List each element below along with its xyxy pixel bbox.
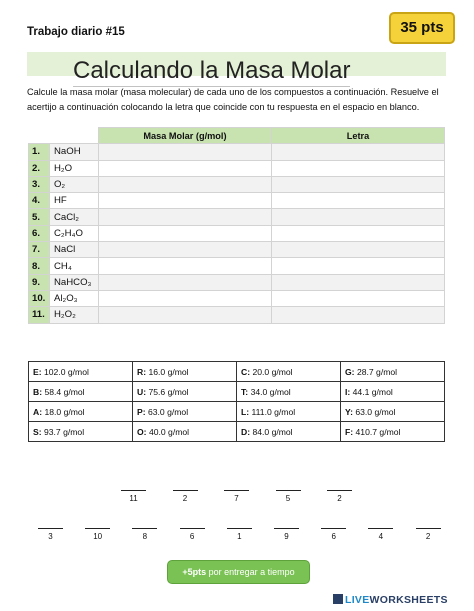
- table-row: [29, 176, 445, 192]
- letter-input[interactable]: [271, 193, 444, 209]
- molar-mass-input[interactable]: [98, 225, 271, 241]
- blank-number: 7: [234, 494, 239, 503]
- row-number: 7.: [29, 242, 50, 258]
- table-row: [29, 307, 445, 323]
- row-number: 9.: [29, 274, 50, 290]
- answer-blank[interactable]: [224, 490, 249, 503]
- key-cell: [133, 382, 237, 402]
- key-cell: [341, 422, 445, 442]
- row-number: 1.: [29, 144, 50, 160]
- blank-number: 3: [48, 532, 53, 541]
- key-value: 410.7 g/mol: [355, 426, 401, 437]
- compound-formula: HF: [49, 193, 98, 209]
- table-row: [29, 258, 445, 274]
- instructions-text: Calcule la masa molar (masa molecular) de cada uno de los compuestos a continuación. Resuelve el acertijo a continuación colocando la letra que coincide con tu respuesta en el espacio en blanco.: [27, 87, 439, 112]
- liveworksheets-logo: [333, 594, 448, 606]
- letter-input[interactable]: [271, 225, 444, 241]
- molar-mass-input[interactable]: [98, 274, 271, 290]
- key-letter: Y:: [345, 406, 353, 417]
- answer-blank[interactable]: [85, 528, 110, 541]
- key-cell: [237, 402, 341, 422]
- row-number: 2.: [29, 160, 50, 176]
- molar-mass-input[interactable]: [98, 160, 271, 176]
- key-value: 34.0 g/mol: [250, 386, 291, 397]
- compound-formula: CaCl₂: [49, 209, 98, 225]
- key-value: 102.0 g/mol: [43, 366, 89, 377]
- key-letter: P:: [137, 406, 146, 417]
- answer-blank[interactable]: [276, 490, 301, 503]
- key-letter: A:: [33, 406, 43, 417]
- table-row: [29, 144, 445, 160]
- compound-formula: NaCl: [49, 242, 98, 258]
- letter-input[interactable]: [271, 160, 444, 176]
- molar-mass-input[interactable]: [98, 209, 271, 225]
- key-cell: [133, 362, 237, 382]
- letter-input[interactable]: [271, 209, 444, 225]
- key-letter: L:: [241, 406, 250, 417]
- molar-mass-input[interactable]: [98, 176, 271, 192]
- blank-number: 2: [425, 532, 431, 541]
- compound-formula: Al₂O₃: [49, 290, 98, 306]
- key-letter: T:: [241, 386, 249, 397]
- key-letter: G:: [345, 366, 355, 377]
- key-letter: E:: [33, 366, 42, 377]
- table-header-row: [29, 128, 445, 144]
- key-cell: [29, 402, 133, 422]
- row-number: 3.: [29, 176, 50, 192]
- bonus-text: por entregar a tiempo: [206, 567, 295, 577]
- row-number: 6.: [29, 225, 50, 241]
- key-value: 93.7 g/mol: [43, 426, 85, 437]
- table-row: [29, 225, 445, 241]
- answer-blank[interactable]: [173, 490, 198, 503]
- key-letter: U:: [137, 386, 147, 397]
- key-value: 40.0 g/mol: [148, 426, 190, 437]
- key-letter: R:: [137, 366, 147, 377]
- header-letter: Letra: [271, 128, 444, 144]
- answer-blank[interactable]: [321, 528, 346, 541]
- answer-blank[interactable]: [327, 490, 352, 503]
- key-cell: [341, 402, 445, 422]
- molar-mass-input[interactable]: [98, 242, 271, 258]
- key-cell: [29, 422, 133, 442]
- answer-blank[interactable]: [180, 528, 205, 541]
- molar-mass-input[interactable]: [98, 307, 271, 323]
- blank-number: 2: [182, 494, 188, 503]
- key-value: 44.1 g/mol: [352, 386, 393, 397]
- molar-mass-input[interactable]: [98, 290, 271, 306]
- table-row: [29, 160, 445, 176]
- key-letter: C:: [241, 366, 251, 377]
- letter-input[interactable]: [271, 290, 444, 306]
- key-cell: [29, 382, 133, 402]
- bonus-points: +5pts: [182, 567, 207, 577]
- table-row: [29, 274, 445, 290]
- key-value: 18.0 g/mol: [44, 406, 85, 417]
- molar-mass-input[interactable]: [98, 258, 271, 274]
- key-row: [29, 422, 445, 442]
- key-letter: B:: [33, 386, 43, 397]
- key-value: 58.4 g/mol: [44, 386, 85, 397]
- points-badge: 35 pts: [389, 12, 455, 44]
- key-cell: [341, 382, 445, 402]
- answer-blank[interactable]: [38, 528, 63, 541]
- key-cell: [237, 362, 341, 382]
- worksheet-label: Trabajo diario #15: [27, 26, 125, 38]
- blank-number: 8: [142, 532, 148, 541]
- answer-blank[interactable]: [274, 528, 299, 541]
- blank-number: 10: [93, 532, 103, 541]
- key-cell: [341, 362, 445, 382]
- key-row: [29, 362, 445, 382]
- key-letter: O:: [137, 426, 147, 437]
- compound-formula: H₂O: [49, 160, 98, 176]
- compound-formula: C₂H₄O: [49, 225, 98, 241]
- bonus-banner: [167, 560, 310, 584]
- logo-suffix: WORKSHEETS: [369, 594, 448, 606]
- key-value: 16.0 g/mol: [148, 366, 189, 377]
- key-cell: [133, 402, 237, 422]
- blank-number: 5: [285, 494, 291, 503]
- logo-mark-icon: [333, 594, 343, 604]
- compound-formula: O₂: [49, 176, 98, 192]
- logo-prefix: LIVE: [345, 594, 370, 606]
- compound-formula: CH₄: [49, 258, 98, 274]
- blank-number: 2: [337, 494, 342, 503]
- blank-number: 9: [284, 532, 289, 541]
- key-cell: [29, 362, 133, 382]
- key-letter: D:: [241, 426, 251, 437]
- letter-input[interactable]: [271, 307, 444, 323]
- compounds-table: [28, 127, 445, 324]
- compound-formula: H₂O₂: [49, 307, 98, 323]
- key-letter: I:: [345, 386, 351, 397]
- key-cell: [237, 382, 341, 402]
- row-number: 8.: [29, 258, 50, 274]
- table-row: [29, 290, 445, 306]
- letter-input[interactable]: [271, 274, 444, 290]
- key-letter: S:: [33, 426, 42, 437]
- table-row: [29, 209, 445, 225]
- key-row: [29, 402, 445, 422]
- answer-key-table: [28, 361, 445, 442]
- table-row: [29, 242, 445, 258]
- row-number: 4.: [29, 193, 50, 209]
- key-cell: [237, 422, 341, 442]
- key-value: 28.7 g/mol: [356, 366, 398, 377]
- page-title: Calculando la Masa Molar: [73, 57, 350, 87]
- blank-number: 11: [129, 494, 138, 503]
- answer-blank[interactable]: [227, 528, 252, 541]
- key-letter: F:: [345, 426, 354, 437]
- compound-formula: NaOH: [49, 144, 98, 160]
- key-cell: [133, 422, 237, 442]
- header-blank-cell: [29, 128, 99, 144]
- answer-blank[interactable]: [368, 528, 393, 541]
- blank-number: 6: [331, 532, 336, 541]
- key-value: 63.0 g/mol: [147, 406, 189, 417]
- letter-input[interactable]: [271, 144, 444, 160]
- compound-formula: NaHCO₃: [49, 274, 98, 290]
- molar-mass-input[interactable]: [98, 193, 271, 209]
- key-value: 63.0 g/mol: [355, 406, 396, 417]
- header-molar-mass: Masa Molar (g/mol): [98, 128, 271, 144]
- answer-blank[interactable]: [121, 490, 146, 503]
- key-value: 84.0 g/mol: [252, 426, 293, 437]
- answer-blank[interactable]: [132, 528, 157, 541]
- answer-blank[interactable]: [416, 528, 441, 541]
- blank-number: 1: [237, 532, 242, 541]
- blank-number: 4: [378, 532, 384, 541]
- letter-input[interactable]: [271, 176, 444, 192]
- row-number: 5.: [29, 209, 50, 225]
- letter-input[interactable]: [271, 258, 444, 274]
- row-number: 11.: [29, 307, 50, 323]
- key-row: [29, 382, 445, 402]
- table-row: [29, 193, 445, 209]
- key-value: 20.0 g/mol: [252, 366, 293, 377]
- key-value: 111.0 g/mol: [251, 406, 296, 417]
- row-number: 10.: [29, 290, 50, 306]
- molar-mass-input[interactable]: [98, 144, 271, 160]
- blank-number: 6: [189, 532, 195, 541]
- key-value: 75.6 g/mol: [148, 386, 189, 397]
- letter-input[interactable]: [271, 242, 444, 258]
